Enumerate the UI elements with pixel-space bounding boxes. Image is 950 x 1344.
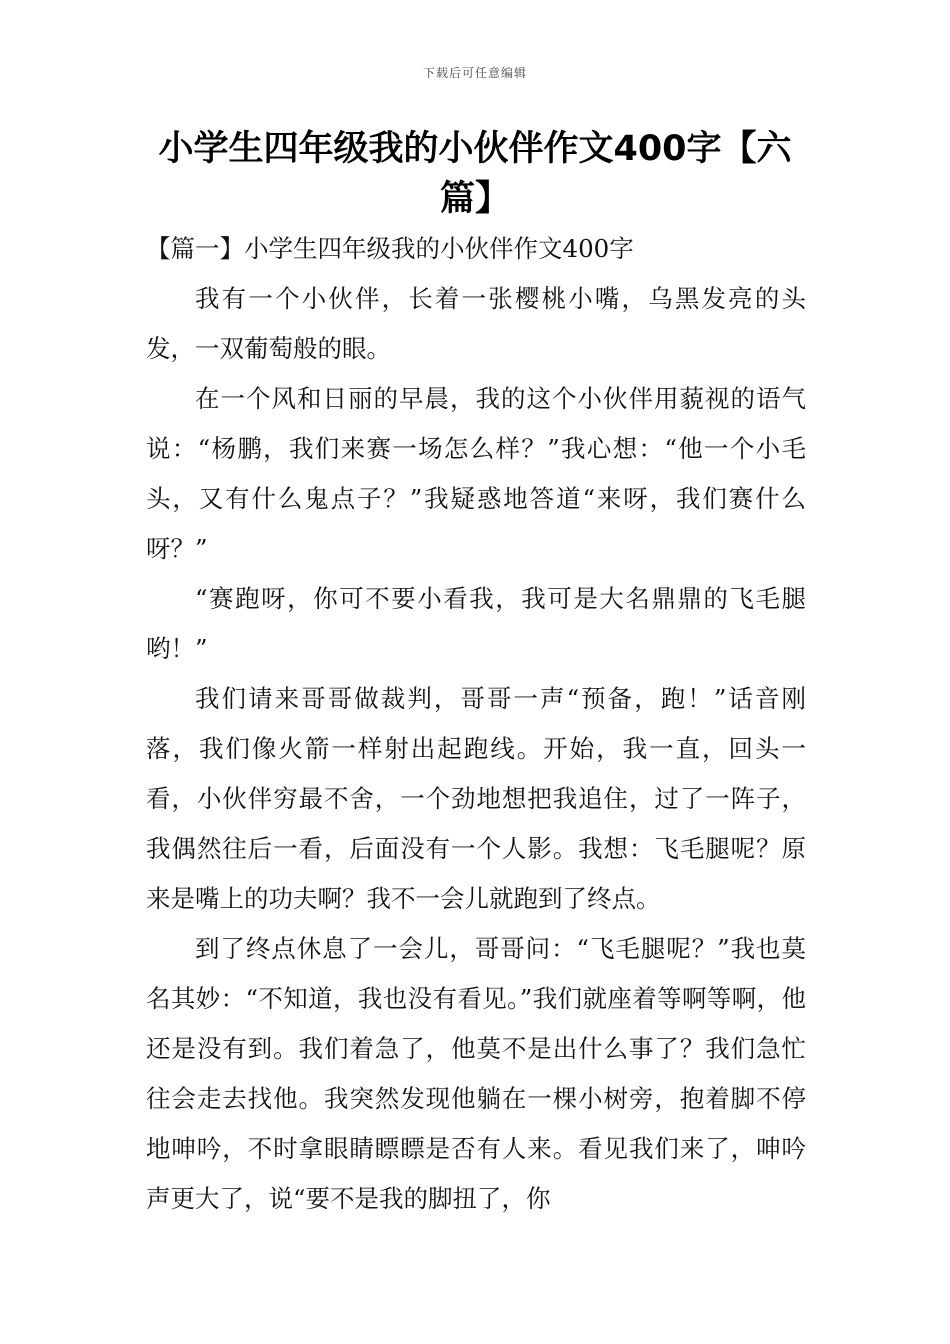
header-note: 下载后可任意编辑 bbox=[422, 66, 527, 80]
document-body bbox=[146, 224, 806, 1224]
paragraph-5: 到了终点休息了一会儿，哥哥问：“飞毛腿呢？”我也莫名其妙：“不知道，我也没有看见。”我们就座着等啊等啊，他还是没有到。我们着急了，他莫不是出什么事了？我们急忙往会走去找他。我突然发现他躺在一棵小树旁，抱着脚不停地呻吟，不时拿眼睛瞟瞟是否有人来。看见我们来了，呻吟声更大了，说“要不是我的脚扭了，你 bbox=[146, 934, 806, 1213]
paragraph-4: 我们请来哥哥做裁判，哥哥一声“预备，跑！”话音刚落，我们像火箭一样射出起跑线。开始，我一直，回头一看，小伙伴穷最不舍，一个劲地想把我追住，过了一阵子，我偶然往后一看，后面没有一个人影。我想：飞毛腿呢？原来是嘴上的功夫啊？我不一会儿就跑到了终点。 bbox=[146, 684, 806, 913]
paragraph-1: 我有一个小伙伴，长着一张樱桃小嘴，乌黑发亮的头发，一双葡萄般的眼。 bbox=[146, 284, 806, 363]
paragraph-2: 在一个风和日丽的早晨，我的这个小伙伴用藐视的语气说：“杨鹏，我们来赛一场怎么样？”我心想：“他一个小毛头，又有什么鬼点子？”我疑惑地答道“来呀，我们赛什么呀？” bbox=[146, 384, 806, 563]
section-heading: 【篇一】小学生四年级我的小伙伴作文400字 bbox=[146, 234, 634, 263]
paragraph-3: “赛跑呀，你可不要小看我，我可是大名鼎鼎的飞毛腿哟！” bbox=[146, 584, 806, 663]
document-title: 小学生四年级我的小伙伴作文400字【六篇】 bbox=[158, 129, 792, 219]
